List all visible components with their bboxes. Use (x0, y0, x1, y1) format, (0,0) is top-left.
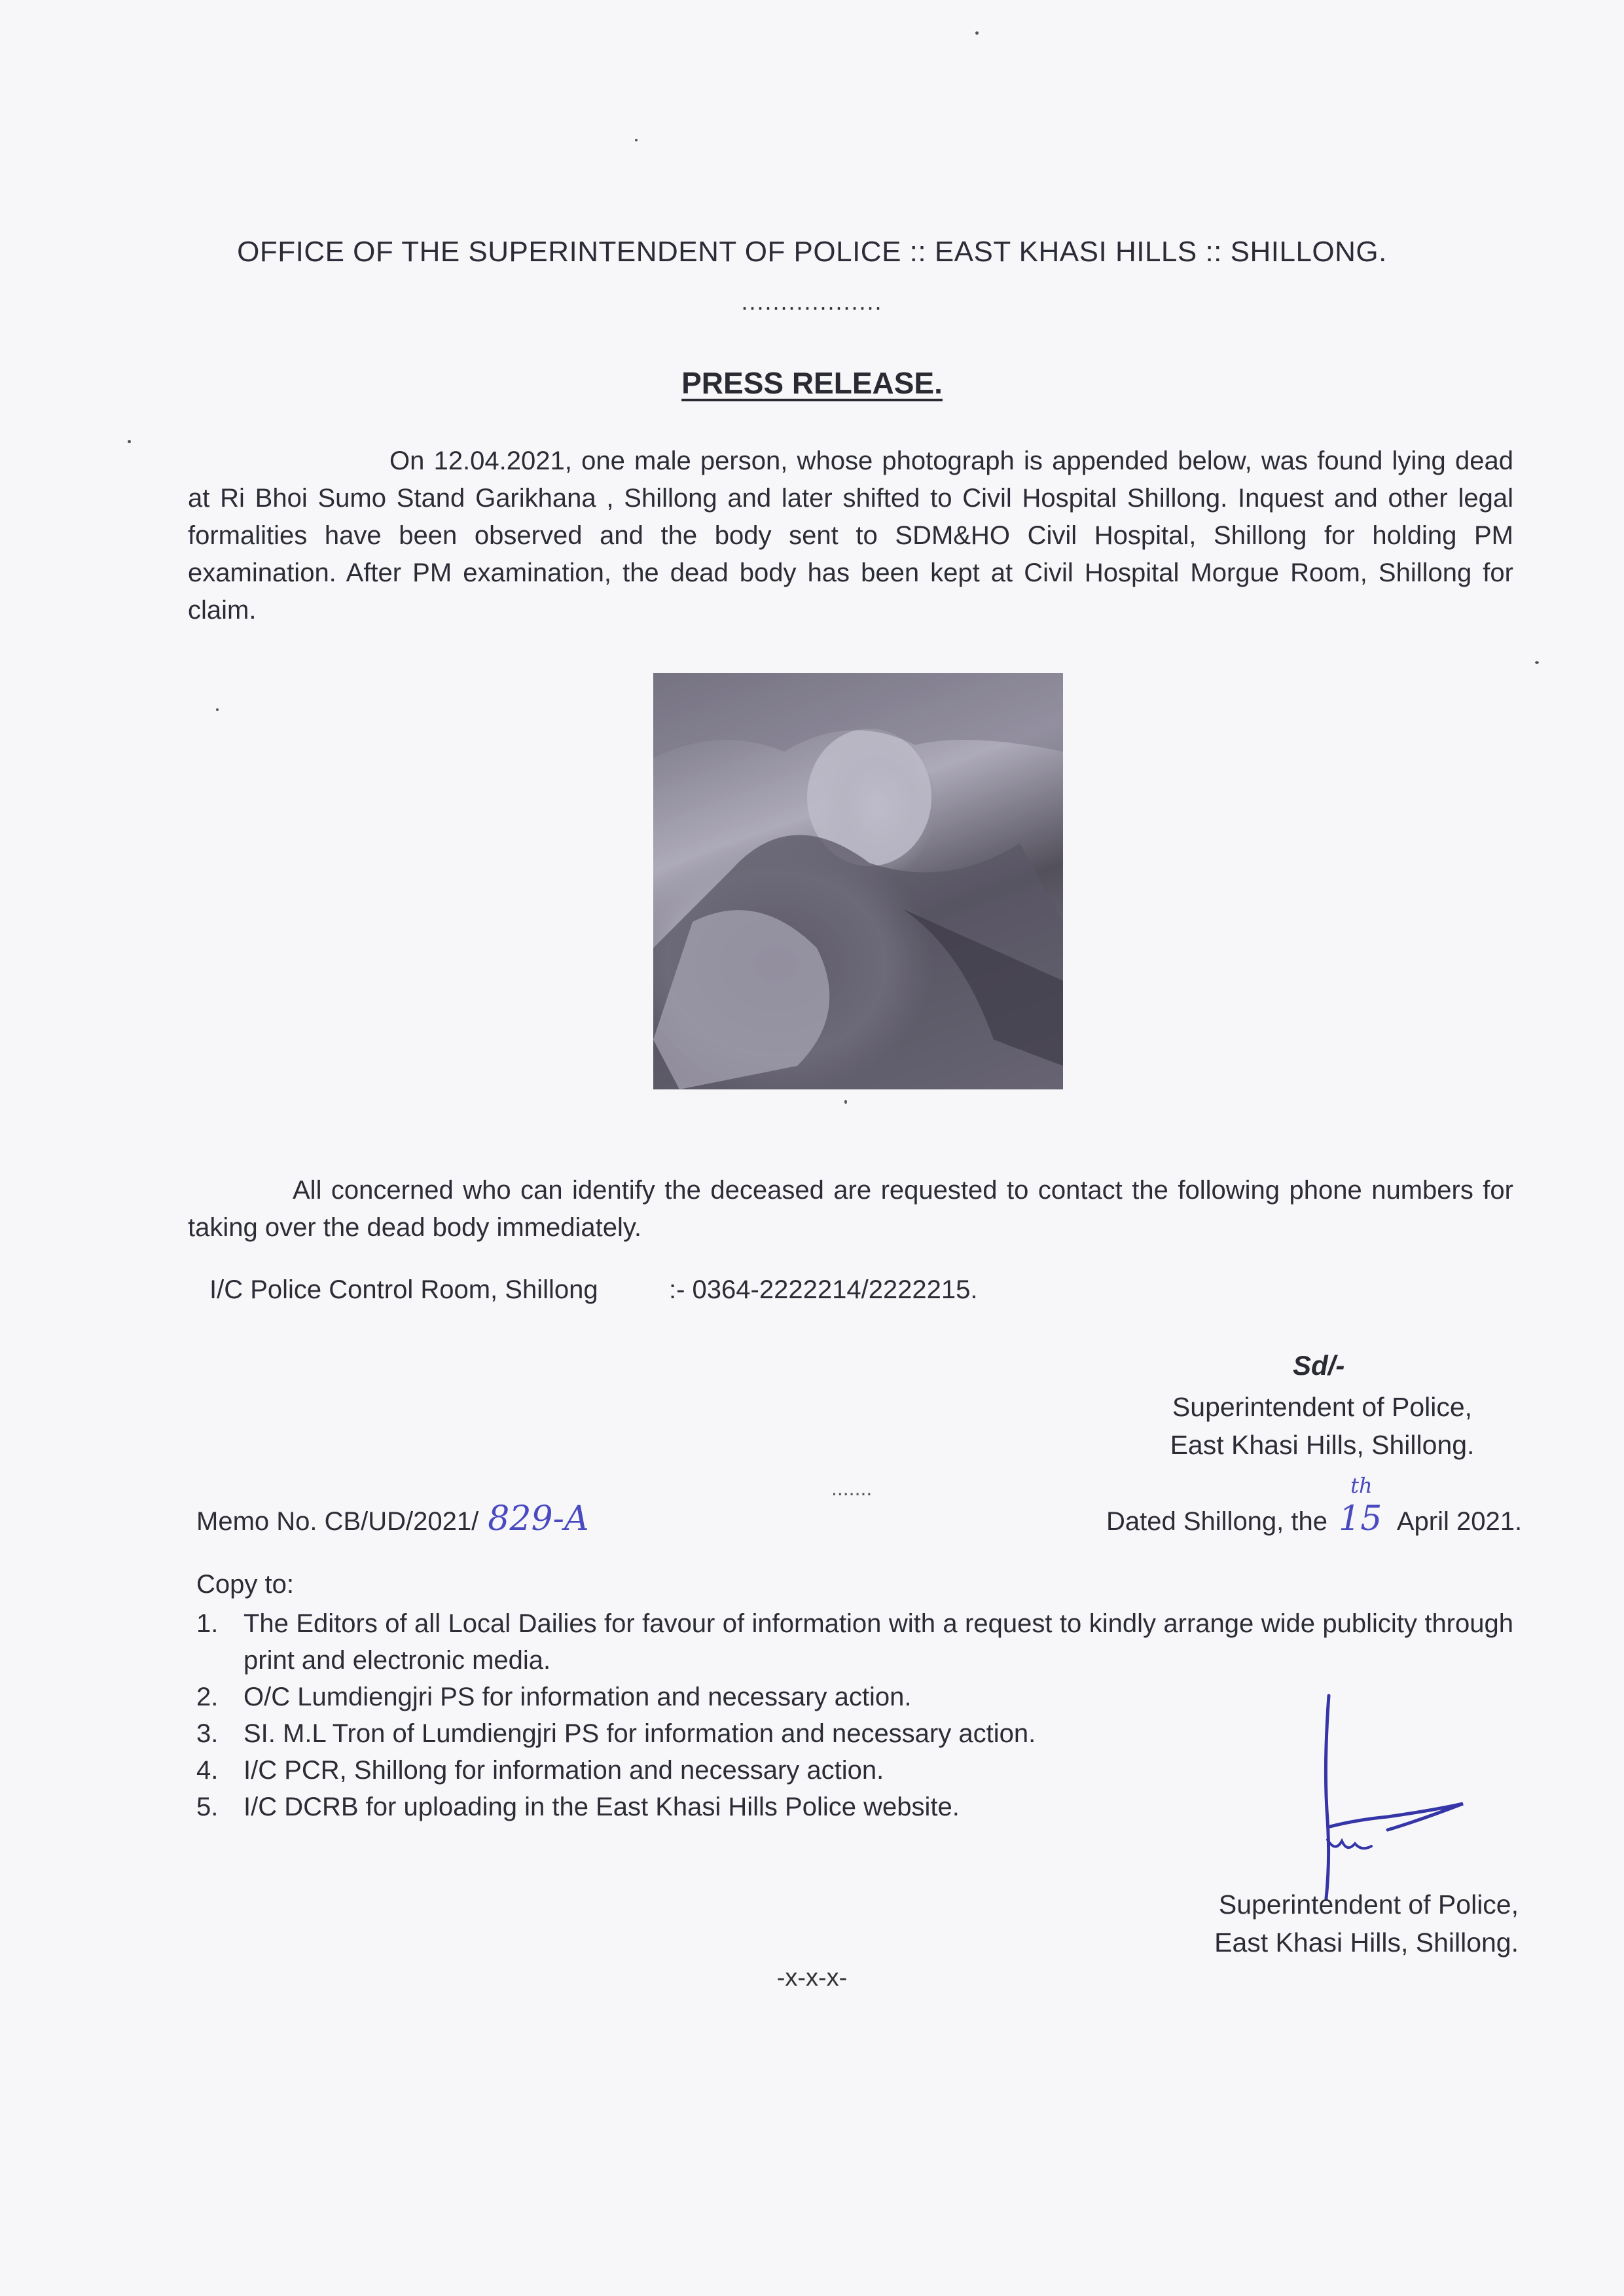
signatory-title: Superintendent of Police, (1172, 1392, 1473, 1422)
signatory-block-bottom (1152, 1886, 1519, 1961)
press-release-title: PRESS RELEASE. (681, 366, 943, 400)
copy-to-label: Copy to: (196, 1570, 294, 1599)
memo-handwritten-number: 829-A (488, 1499, 589, 1539)
office-header: OFFICE OF THE SUPERINTENDENT OF POLICE :: EAST KHASI HILLS :: SHILLONG. (237, 236, 1387, 268)
dated-day: 15 (1339, 1499, 1382, 1539)
scan-speck (1535, 661, 1539, 664)
separator-dots: ....... (831, 1476, 873, 1500)
dated-handwritten-day (1339, 1473, 1393, 1539)
dated-day-suffix: th (1350, 1473, 1373, 1498)
contact-phone-numbers: :- 0364-2222214/2222215. (669, 1275, 978, 1304)
intro-paragraph: On 12.04.2021, one male person, whose photograph is appended below, was found lying dead at Ri Bhoi Sumo Stand Garikhana , Shillong and later shifted to Civil Hospital Shillong. Inquest and other legal formalities have been observed and the body sent to SDM&HO Civil Hospital, Shillong for holding PM examination. After PM examination, the dead body has been kept at Civil Hospital Morgue Room, Shillong for claim. (188, 446, 1513, 625)
signatory-title: Superintendent of Police, (1218, 1889, 1519, 1920)
signatory-district: East Khasi Hills, Shillong. (1170, 1430, 1475, 1460)
dated-prefix: Dated Shillong, the (1106, 1507, 1328, 1536)
list-item-number: 1. (196, 1609, 219, 1638)
memo-number (196, 1499, 589, 1539)
scan-speck (635, 139, 638, 141)
dated-suffix: April 2021. (1396, 1507, 1523, 1536)
list-item-number: 2. (196, 1683, 219, 1711)
deceased-photo (653, 673, 1063, 1089)
header-dots: .................. (741, 288, 883, 315)
list-item-text: I/C PCR, Shillong for information and necessary action. (244, 1756, 884, 1785)
list-item-text: O/C Lumdiengjri PS for information and necessary action. (244, 1683, 912, 1711)
scan-speck (128, 440, 131, 443)
scan-speck (975, 31, 979, 35)
list-item-text: The Editors of all Local Dailies for favour of information with a request to kindly arrange wide publicity through print and electronic media. (244, 1609, 1513, 1675)
signatory-block-top (1139, 1388, 1506, 1464)
contact-label: I/C Police Control Room, Shillong (209, 1275, 598, 1304)
list-item (196, 1605, 1513, 1679)
request-paragraph: All concerned who can identify the deceased are requested to contact the following phone numbers for taking over the dead body immediately. (188, 1176, 1513, 1242)
list-item-number: 5. (196, 1793, 219, 1821)
list-item-text: SI. M.L Tron of Lumdiengjri PS for information and necessary action. (244, 1719, 1036, 1748)
signatory-district: East Khasi Hills, Shillong. (1214, 1927, 1519, 1958)
scan-speck (844, 1100, 847, 1104)
memo-prefix: Memo No. CB/UD/2021/ (196, 1507, 479, 1536)
scan-speck (216, 708, 219, 711)
dated-line (1106, 1473, 1523, 1539)
list-item-text: I/C DCRB for uploading in the East Khasi Hills Police website. (244, 1793, 960, 1821)
handwritten-signature (1290, 1689, 1473, 1905)
sd-mark: Sd/- (1293, 1350, 1345, 1381)
list-item-number: 4. (196, 1756, 219, 1785)
end-mark: -x-x-x- (776, 1964, 848, 1992)
list-item-number: 3. (196, 1719, 219, 1748)
